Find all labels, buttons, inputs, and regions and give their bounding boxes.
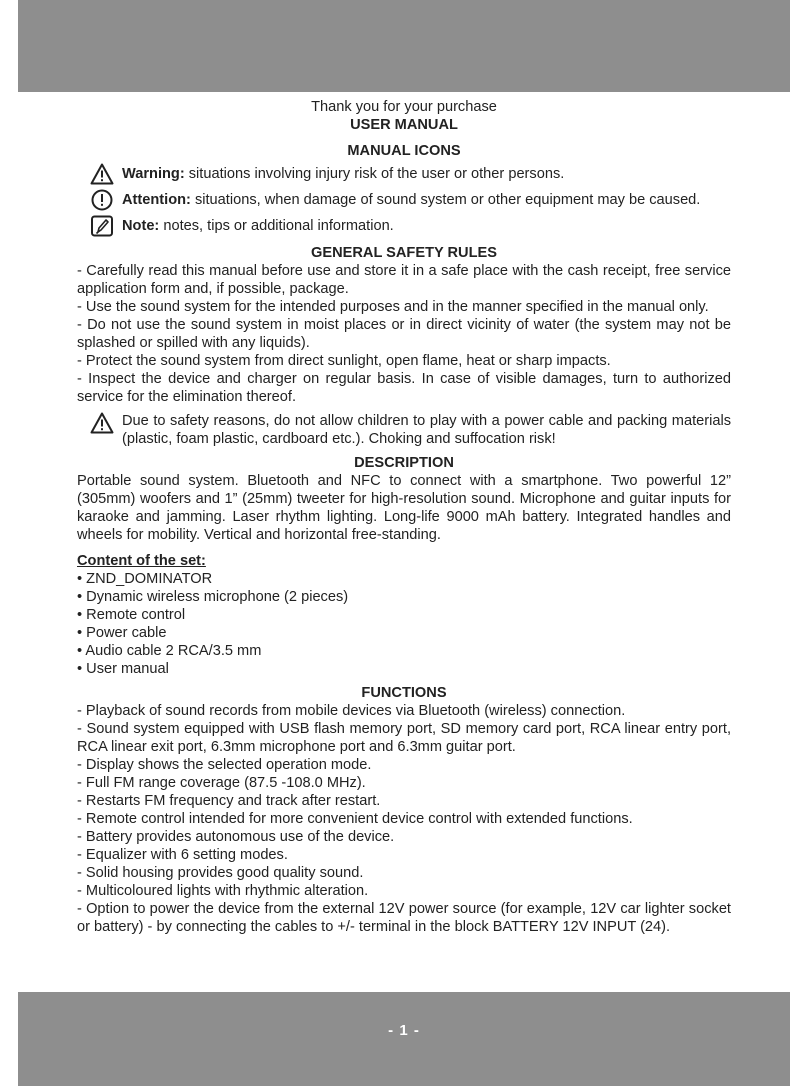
child-safety-warning <box>90 412 731 448</box>
function-item: - Multicoloured lights with rhythmic alteration. <box>77 883 369 899</box>
list-item: • Dynamic wireless microphone (2 pieces) <box>77 589 349 605</box>
icon-legend-note <box>90 214 731 238</box>
function-item: - Sound system equipped with USB flash memory port, SD memory card port, RCA linear entry port, RCA linear exit port, 6.3mm microphone port and 6.3mm guitar port. <box>77 721 731 755</box>
description-heading: DESCRIPTION <box>354 455 454 471</box>
list-item: • Audio cable 2 RCA/3.5 mm <box>77 643 262 659</box>
icon-legend-warning <box>90 162 731 186</box>
content-of-set-heading: Content of the set: <box>77 553 206 569</box>
header-band <box>18 0 790 92</box>
warning-desc: situations involving injury risk of the user or other persons. <box>184 166 565 182</box>
description-text: Portable sound system. Bluetooth and NFC to connect with a smartphone. Two powerful 12” (305mm) woofers and 1” (25mm) tweeter for high-resolution sound. Microphone and guitar inputs for karaoke and jamming. Laser rhythm lighting. Long-life 9000 mAh battery. Integrated handles and wheels for mobility. Vertical and horizontal free-standing. <box>77 473 731 543</box>
manual-title: USER MANUAL <box>350 117 458 133</box>
list-item: • Power cable <box>77 625 167 641</box>
safety-rule: - Use the sound system for the intended purposes and in the manner specified in the manual only. <box>77 299 709 315</box>
note-label: Note: <box>122 218 160 234</box>
function-item: - Option to power the device from the external 12V power source (for example, 12V car lighter socket or battery) - by connecting the cables to +/- terminal in the block BATTERY 12V INPUT (24). <box>77 901 731 935</box>
function-item: - Full FM range coverage (87.5 -108.0 MHz). <box>77 775 366 791</box>
function-item: - Equalizer with 6 setting modes. <box>77 847 288 863</box>
functions-heading: FUNCTIONS <box>361 685 447 701</box>
function-item: - Playback of sound records from mobile devices via Bluetooth (wireless) connection. <box>77 703 626 719</box>
function-item: - Remote control intended for more convenient device control with extended functions. <box>77 811 633 827</box>
attention-circle-icon <box>90 189 114 211</box>
attention-desc: situations, when damage of sound system or other equipment may be caused. <box>190 192 701 208</box>
safety-rule: - Inspect the device and charger on regular basis. In case of visible damages, turn to authorized service for the elimination thereof. <box>77 371 731 405</box>
warning-triangle-icon <box>90 163 114 185</box>
safety-rule: - Carefully read this manual before use and store it in a safe place with the cash receipt, free service application form and, if possible, package. <box>77 263 731 297</box>
function-item: - Display shows the selected operation mode. <box>77 757 372 773</box>
list-item: • User manual <box>77 661 169 677</box>
manual-icons-heading: MANUAL ICONS <box>347 143 461 159</box>
content-of-set-list <box>77 570 731 678</box>
note-desc: notes, tips or additional information. <box>159 218 394 234</box>
function-item: - Solid housing provides good quality sound. <box>77 865 364 881</box>
note-pencil-icon <box>90 215 114 237</box>
safety-rule: - Do not use the sound system in moist places or in direct vicinity of water (the system may not be splashed or spilled with any liquids). <box>77 317 731 351</box>
function-item: - Restarts FM frequency and track after restart. <box>77 793 381 809</box>
attention-label: Attention: <box>122 192 191 208</box>
warning-triangle-icon <box>90 412 114 434</box>
safety-rule: - Protect the sound system from direct sunlight, open flame, heat or sharp impacts. <box>77 353 611 369</box>
safety-heading: GENERAL SAFETY RULES <box>311 245 497 261</box>
warning-label: Warning: <box>122 166 185 182</box>
list-item: • ZND_DOMINATOR <box>77 571 213 587</box>
list-item: • Remote control <box>77 607 186 623</box>
icon-legend-attention <box>90 188 731 212</box>
child-safety-text: Due to safety reasons, do not allow children to play with a power cable and packing materials (plastic, foam plastic, cardboard etc.). Choking and suffocation risk! <box>122 413 731 447</box>
page-number: - 1 - <box>388 1022 420 1039</box>
manual-page <box>77 98 731 936</box>
footer-band <box>18 992 790 1086</box>
function-item: - Battery provides autonomous use of the device. <box>77 829 395 845</box>
thanks-text: Thank you for your purchase <box>311 99 497 115</box>
